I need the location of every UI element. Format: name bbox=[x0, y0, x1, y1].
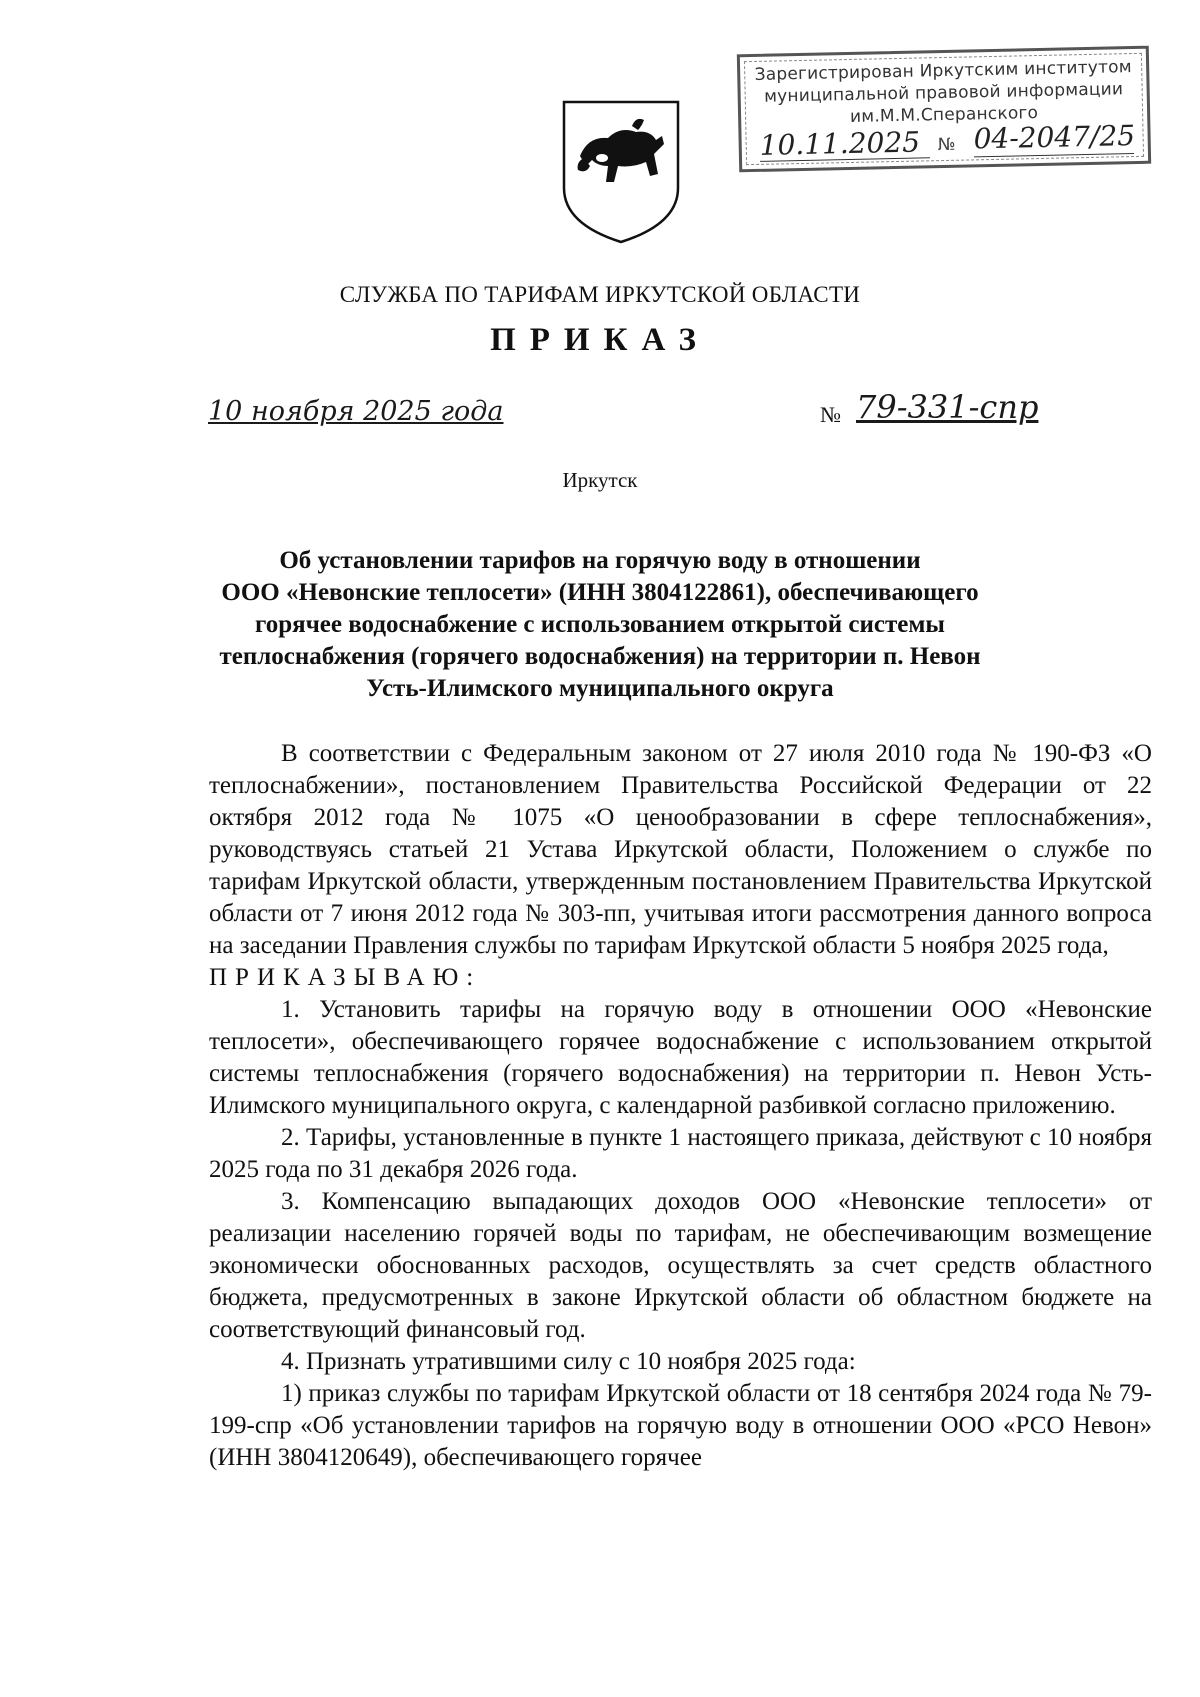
order-item: 2. Тарифы, установленные в пункте 1 настоящего приказа, действуют с 10 ноября 2025 года по 31 декабря 2026 года. bbox=[209, 1124, 1152, 1183]
registration-stamp bbox=[737, 46, 1151, 173]
order-item: 4. Признать утратившими силу с 10 ноября 2025 года: bbox=[281, 1348, 856, 1375]
stamp-line-3: им.М.М.Сперанского bbox=[849, 103, 1039, 127]
title-line: горячее водоснабжение с использованием открытой системы bbox=[255, 611, 945, 638]
preamble-paragraph: В соответствии с Федеральным законом от 27 июля 2010 года № 190-ФЗ «О теплоснабжении», постановлением Правительства Российской Федерации от 22 октября 2012 года № 1075 «О ценообразовании в сфере теплоснабжения», руководствуясь статьей 21 Устава Иркутской области, Положением о службе по тарифам Иркутской области, утвержденным постановлением Правительства Иркутской области от 7 июня 2012 года № 303-пп, учитывая итоги рассмотрения данного вопроса на заседании Правления службы по тарифам Иркутской области 5 ноября 2025 года, bbox=[209, 740, 1152, 959]
title-line: ООО «Невонские теплосети» (ИНН 3804122861), обеспечивающего bbox=[221, 579, 979, 606]
order-number: 79-331-спр bbox=[856, 388, 1039, 426]
order-number-label: № bbox=[820, 402, 841, 427]
document-type: ПРИКАЗ bbox=[490, 322, 710, 358]
order-item: 1. Установить тарифы на горячую воду в отношении ООО «Невонские теплосети», обеспечивающего горячее водоснабжение с использованием открытой системы теплоснабжения (горячего водоснабжения) на территории п. Невон Усть-Илимского муниципального округа, с календарной разбивкой согласно приложению. bbox=[209, 996, 1152, 1119]
title-line: Усть-Илимского муниципального округа bbox=[366, 675, 834, 702]
order-item: 3. Компенсацию выпадающих доходов ООО «Невонские теплосети» от реализации населению горячей воды по тарифам, не обеспечивающим возмещение экономически обоснованных расходов, осуществлять за счет средств областного бюджета, предусмотренных в законе Иркутской области об областном бюджете на соответствующий финансовый год. bbox=[209, 1188, 1152, 1343]
document-title bbox=[200, 545, 1000, 705]
order-item: 1) приказ службы по тарифам Иркутской области от 18 сентября 2024 года № 79-199-спр «Об установлении тарифов на горячую воду в отношении ООО «РСО Невон» (ИНН 3804120649), обеспечивающего горячее bbox=[209, 1380, 1152, 1471]
agency-name: СЛУЖБА ПО ТАРИФАМ ИРКУТСКОЙ ОБЛАСТИ bbox=[339, 282, 861, 307]
stamp-line-2: муниципальной правовой информации bbox=[763, 79, 1124, 107]
stamp-number-label: № bbox=[937, 134, 956, 156]
stamp-date: 10.11.2025 bbox=[759, 125, 921, 162]
title-line: Об установлении тарифов на горячую воду в отношении bbox=[279, 547, 921, 574]
title-line: теплоснабжения (горячего водоснабжения) на территории п. Невон bbox=[219, 643, 981, 670]
order-word: ПРИКАЗЫВАЮ: bbox=[209, 964, 482, 991]
stamp-number: 04-2047/25 bbox=[973, 119, 1136, 156]
document-body bbox=[209, 738, 1152, 1474]
stamp-line-1: Зарегистрирован Иркутским институтом bbox=[754, 57, 1132, 85]
city: Иркутск bbox=[562, 468, 638, 492]
irkutsk-coat-of-arms-icon bbox=[558, 96, 684, 246]
order-date: 10 ноября 2025 года bbox=[208, 396, 504, 427]
